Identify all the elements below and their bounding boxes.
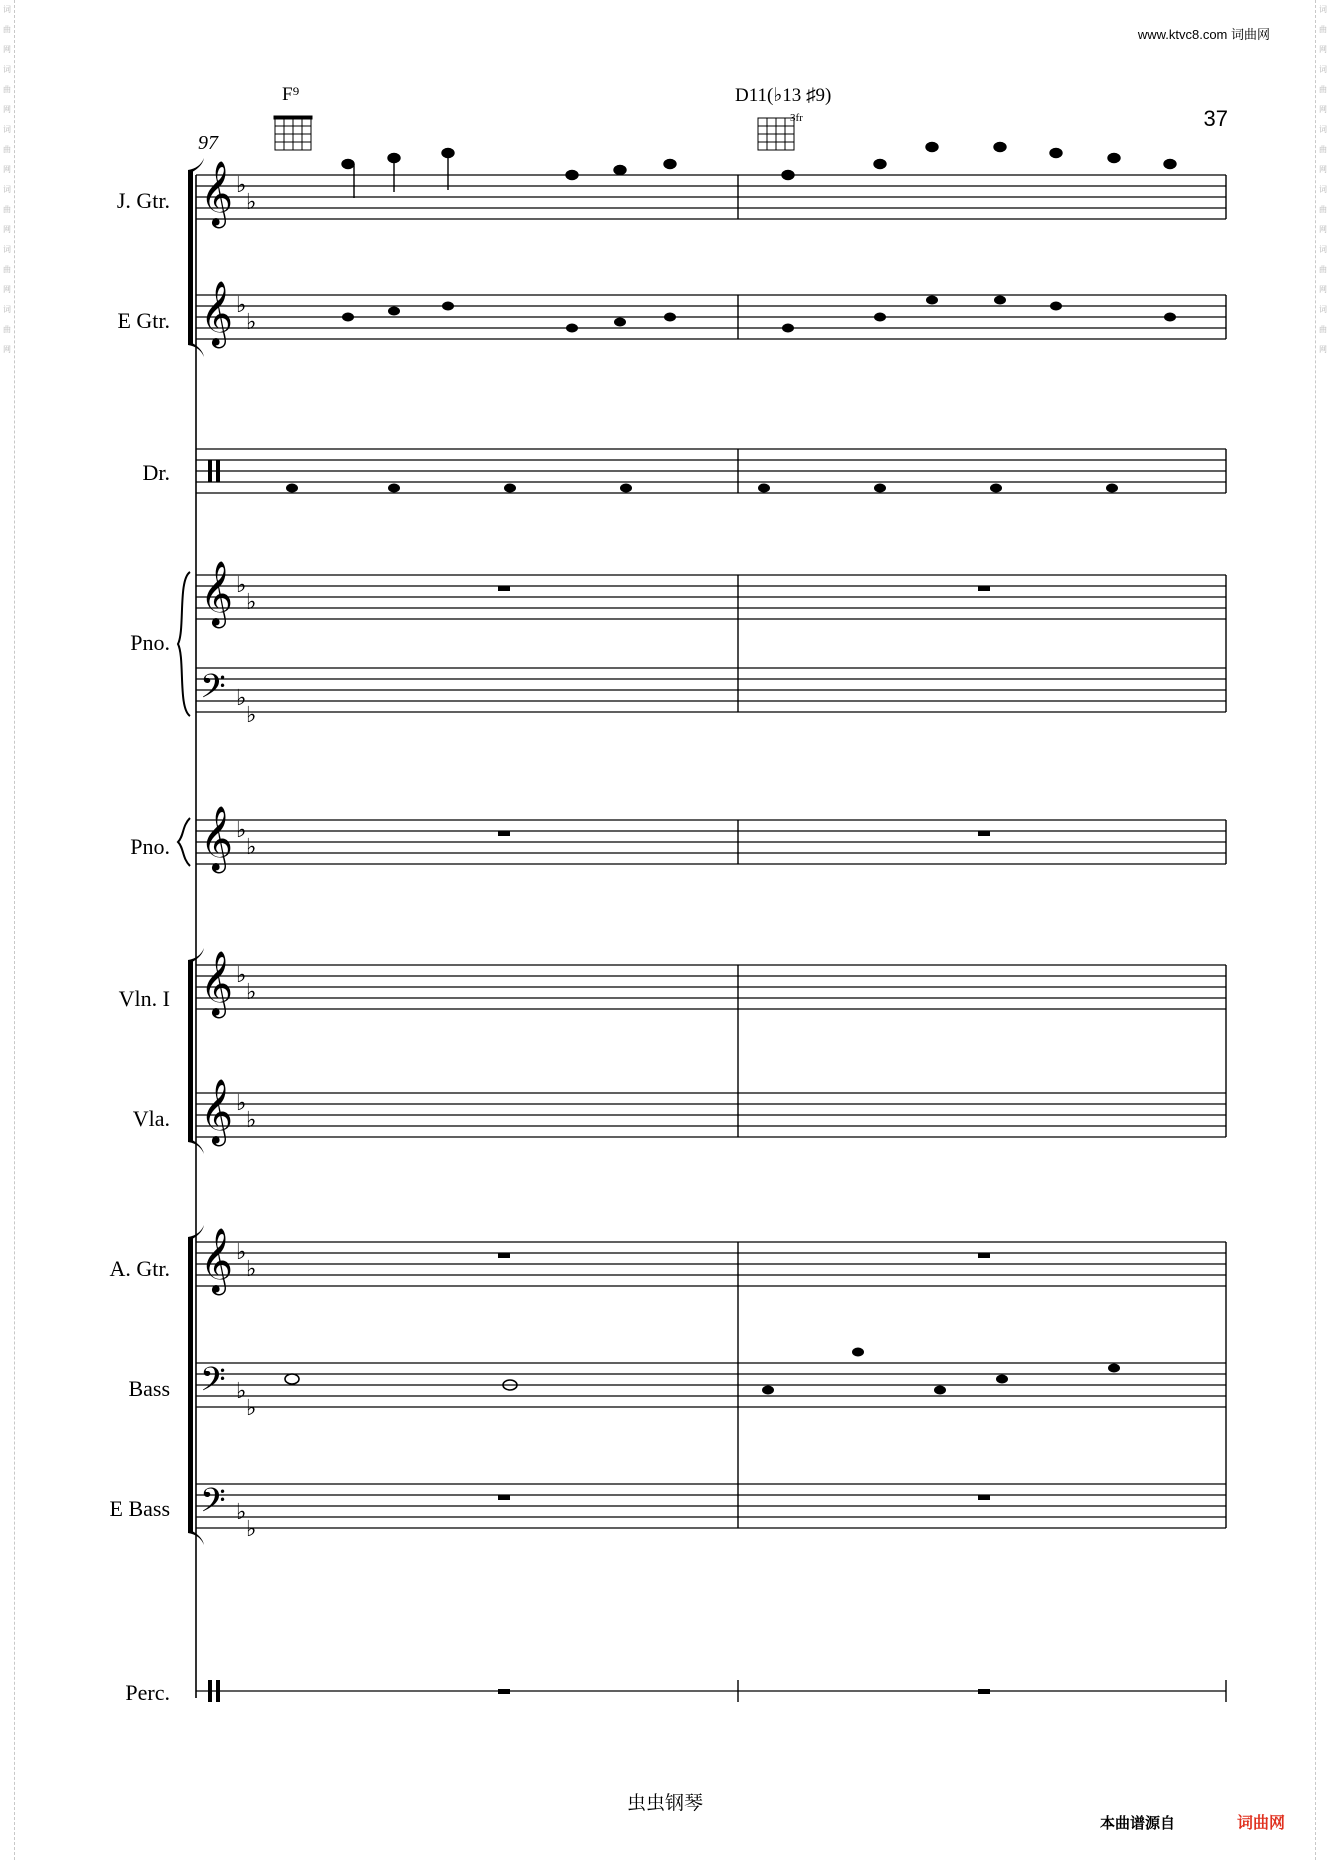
svg-text:♭: ♭ xyxy=(246,1108,257,1133)
svg-text:𝄞: 𝄞 xyxy=(200,951,234,1016)
svg-text:𝄢: 𝄢 xyxy=(200,1482,226,1528)
instrument-label-electric-bass: E Bass xyxy=(109,1496,170,1521)
instrument-label-electric-guitar: E Gtr. xyxy=(117,308,170,333)
chord-symbol-d11: D11(♭13 ♯9) xyxy=(735,85,832,106)
instrument-label-piano-2: Pno. xyxy=(130,834,170,859)
chord-symbol-f9: F⁹ xyxy=(282,84,300,105)
notes-bass xyxy=(285,1374,517,1390)
instrument-label-violin: Vln. I xyxy=(118,986,170,1011)
notes-electric-guitar xyxy=(342,296,1176,333)
svg-text:♭: ♭ xyxy=(236,1091,247,1116)
svg-text:𝄞: 𝄞 xyxy=(200,561,234,626)
footer-brand: 词曲网 xyxy=(1236,1813,1285,1832)
instrument-label-acoustic-guitar: A. Gtr. xyxy=(109,1256,170,1281)
svg-text:♭: ♭ xyxy=(236,173,247,198)
svg-text:♭: ♭ xyxy=(236,1379,247,1404)
key-signatures xyxy=(236,173,256,1542)
staff-piano-1-bass xyxy=(196,668,1226,712)
svg-text:𝄢: 𝄢 xyxy=(200,1361,226,1407)
svg-text:♭: ♭ xyxy=(246,310,257,335)
staff-piano-2 xyxy=(196,820,1226,864)
left-margin-watermark: 词曲网 词曲网 词曲网 词曲网 词曲网 词曲网 xyxy=(0,0,15,1860)
instrument-label-jazz-guitar: J. Gtr. xyxy=(116,188,170,213)
svg-text:♭: ♭ xyxy=(236,1240,247,1265)
site-header: www.ktvc8.com 词曲网 xyxy=(1137,27,1270,42)
staff-viola xyxy=(196,1093,1226,1137)
svg-text:♭: ♭ xyxy=(236,686,247,711)
svg-text:𝄞: 𝄞 xyxy=(200,1228,234,1293)
chord-fret-label: 3fr xyxy=(790,112,803,124)
right-margin-watermark: 词曲网 词曲网 词曲网 词曲网 词曲网 词曲网 xyxy=(1315,0,1330,1860)
notes-drums xyxy=(286,484,1118,493)
svg-text:♭: ♭ xyxy=(246,590,257,615)
staff-acoustic-guitar xyxy=(196,1242,1226,1286)
svg-text:𝄞: 𝄞 xyxy=(200,806,234,871)
svg-text:♭: ♭ xyxy=(246,1517,257,1542)
instrument-label-bass: Bass xyxy=(128,1376,170,1401)
chord-diagram-d11 xyxy=(758,118,794,150)
svg-text:♭: ♭ xyxy=(236,1500,247,1525)
svg-text:♭: ♭ xyxy=(236,573,247,598)
staff-bass xyxy=(196,1363,1226,1407)
svg-text:♭: ♭ xyxy=(246,1396,257,1421)
svg-text:𝄢: 𝄢 xyxy=(200,668,226,714)
svg-text:𝄞: 𝄞 xyxy=(200,161,234,226)
svg-text:♭: ♭ xyxy=(246,703,257,728)
svg-text:♭: ♭ xyxy=(246,190,257,215)
instrument-label-piano-1: Pno. xyxy=(130,630,170,655)
measure-number: 97 xyxy=(198,132,218,154)
notes-jazz-guitar xyxy=(342,143,1176,199)
chord-diagram-f9 xyxy=(274,116,312,150)
staff-violin xyxy=(196,965,1226,1009)
staff-electric-bass xyxy=(196,1484,1226,1528)
svg-text:♭: ♭ xyxy=(246,835,257,860)
svg-text:♭: ♭ xyxy=(236,963,247,988)
instrument-label-percussion: Perc. xyxy=(125,1680,170,1705)
svg-text:♭: ♭ xyxy=(246,980,257,1005)
svg-text:♭: ♭ xyxy=(236,293,247,318)
svg-text:𝄞: 𝄞 xyxy=(200,1079,234,1144)
clefs xyxy=(200,161,233,1295)
svg-text:♭: ♭ xyxy=(236,818,247,843)
piano-braces xyxy=(178,572,190,866)
footer-title: 虫虫钢琴 xyxy=(626,1792,703,1814)
notes-bass-filled xyxy=(762,1348,1120,1395)
svg-text:♭: ♭ xyxy=(246,1257,257,1282)
instrument-label-drums: Dr. xyxy=(142,460,170,485)
footer-source: 本曲谱源自 xyxy=(1099,1814,1175,1832)
staff-piano-1-treble xyxy=(196,575,1226,619)
page-number: 37 xyxy=(1203,106,1228,131)
svg-text:𝄞: 𝄞 xyxy=(200,281,234,346)
staff-drums xyxy=(196,449,1226,493)
instrument-label-viola: Vla. xyxy=(132,1106,170,1131)
staff-jazz-guitar xyxy=(196,175,1226,219)
